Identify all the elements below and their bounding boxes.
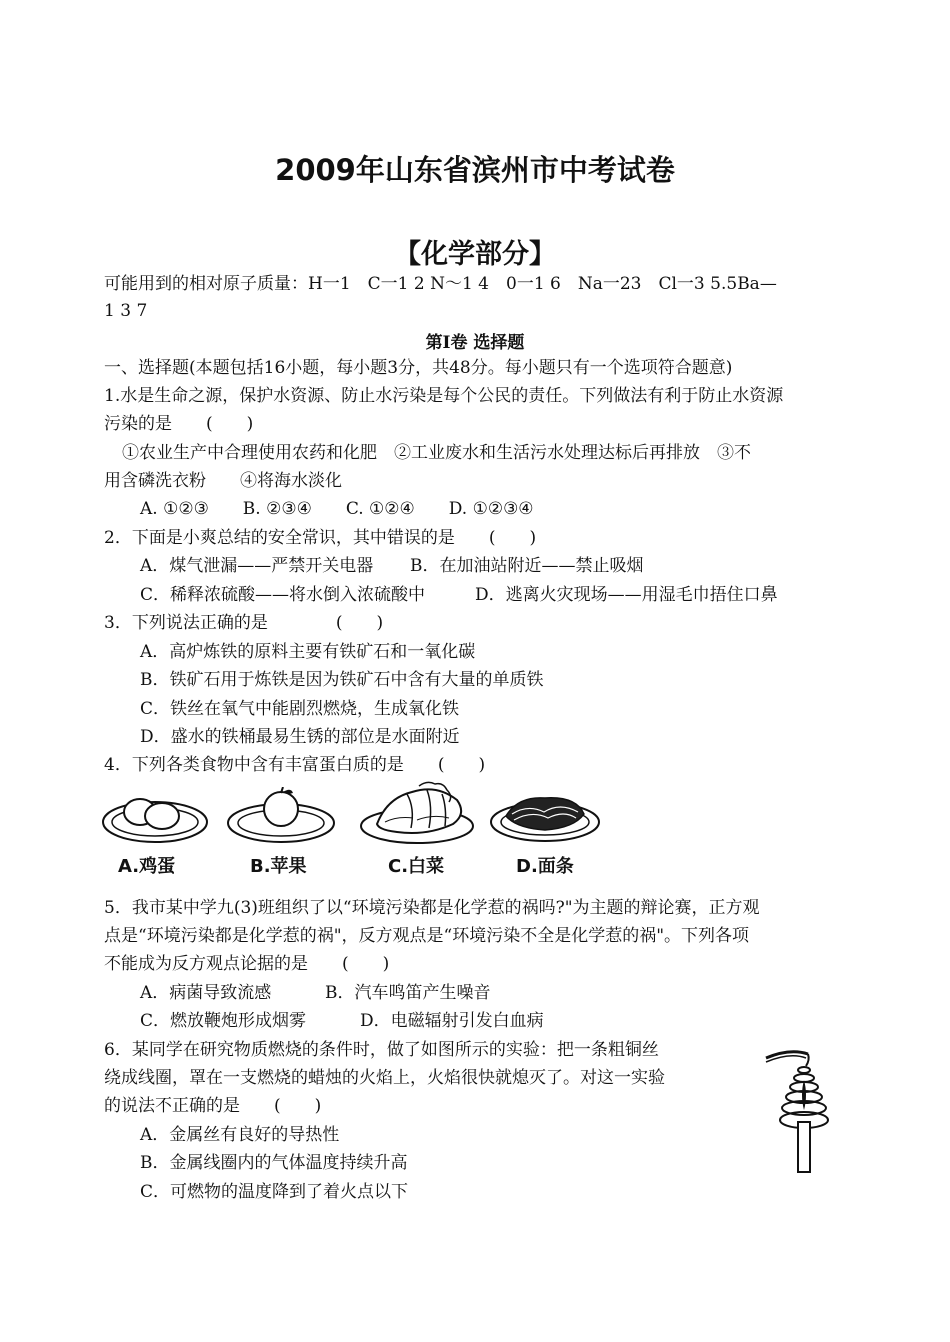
q2-option-b: B．在加油站附近——禁止吸烟 — [410, 556, 644, 576]
q5-option-c: C．燃放鞭炮形成烟雾 — [140, 1011, 307, 1031]
q1-items-line1: ①农业生产中合理使用农药和化肥 ②工业废水和生活污水处理达标后再排放 ③不 — [122, 443, 751, 463]
q6-stem-line2: 绕成线圈，罩在一支燃烧的蜡烛的火焰上，火焰很快就熄灭了。对这一实验 — [104, 1068, 665, 1088]
q5-stem-line2: 点是“环境污染都是化学惹的祸"，反方观点是“环境污染不全是化学惹的祸"。下列各项 — [104, 926, 750, 946]
food-label-c: C.白菜 — [388, 856, 445, 877]
part-title: 第Ⅰ卷 选择题 — [425, 333, 525, 353]
q2-option-d: D．逃离火灾现场——用湿毛巾捂住口鼻 — [475, 585, 778, 605]
q3-option-a: A．高炉炼铁的原料主要有铁矿石和一氧化碳 — [140, 642, 476, 662]
instructions: 一、选择题(本题包括16小题，每小题3分，共48分。每小题只有一个选项符合题意) — [104, 358, 733, 378]
q3-option-b: B．铁矿石用于炼铁是因为铁矿石中含有大量的单质铁 — [140, 670, 544, 690]
q1-stem-line2: 污染的是 ( ) — [104, 414, 254, 434]
food-label-d: D.面条 — [516, 856, 574, 877]
q3-option-d: D．盛水的铁桶最易生锈的部位是水面附近 — [140, 727, 460, 747]
q1-options: A. ①②③ B. ②③④ C. ①②④ D. ①②③④ — [140, 499, 534, 519]
q5-stem-line3: 不能成为反方观点论据的是 ( ) — [104, 954, 390, 974]
apple-plate-illustration — [225, 787, 337, 845]
food-label-a: A.鸡蛋 — [118, 856, 176, 877]
q5-option-b: B．汽车鸣笛产生噪音 — [325, 983, 491, 1003]
atomic-masses-line2: 1 3 7 — [104, 301, 148, 321]
atomic-masses-line1: 可能用到的相对原子质量：H一1 C一1 2 N～1 4 0一1 6 Na一23 Cl一3 5.5Ba— — [104, 274, 777, 294]
page-title: 2009年山东省滨州市中考试卷 — [275, 153, 675, 187]
q6-option-a: A．金属丝有良好的导热性 — [140, 1125, 340, 1145]
egg-plate-illustration — [100, 790, 210, 845]
q6-option-b: B．金属线圈内的气体温度持续升高 — [140, 1153, 408, 1173]
section-title: 【化学部分】 — [394, 239, 556, 270]
q6-stem-line3: 的说法不正确的是 ( ) — [104, 1096, 322, 1116]
q6-option-c: C．可燃物的温度降到了着火点以下 — [140, 1182, 409, 1202]
q3-stem: 3．下列说法正确的是 ( ) — [104, 613, 384, 633]
q4-stem: 4．下列各类食物中含有丰富蛋白质的是 ( ) — [104, 755, 486, 775]
q1-stem-line1: 1.水是生命之源，保护水资源、防止水污染是每个公民的责任。下列做法有利于防止水资源 — [104, 386, 784, 406]
q5-option-a: A．病菌导致流感 — [140, 983, 272, 1003]
q3-option-c: C．铁丝在氧气中能剧烈燃烧，生成氧化铁 — [140, 699, 460, 719]
cabbage-plate-illustration — [357, 778, 477, 846]
q2-stem: 2．下面是小爽总结的安全常识，其中错误的是 ( ) — [104, 528, 537, 548]
food-label-b: B.苹果 — [250, 856, 307, 877]
q5-option-d: D．电磁辐射引发白血病 — [360, 1011, 544, 1031]
q6-stem-line1: 6．某同学在研究物质燃烧的条件时，做了如图所示的实验：把一条粗铜丝 — [104, 1040, 659, 1060]
q1-items-line2: 用含磷洗衣粉 ④将海水淡化 — [104, 471, 342, 491]
q2-option-c: C．稀释浓硫酸——将水倒入浓硫酸中 — [140, 585, 426, 605]
noodles-plate-illustration — [488, 786, 602, 844]
q5-stem-line1: 5．我市某中学九(3)班组织了以“环境污染都是化学惹的祸吗?"为主题的辩论赛，正方观 — [104, 898, 760, 918]
q2-option-a: A．煤气泄漏——严禁开关电器 — [140, 556, 374, 576]
copper-coil-candle-illustration — [760, 1040, 850, 1180]
